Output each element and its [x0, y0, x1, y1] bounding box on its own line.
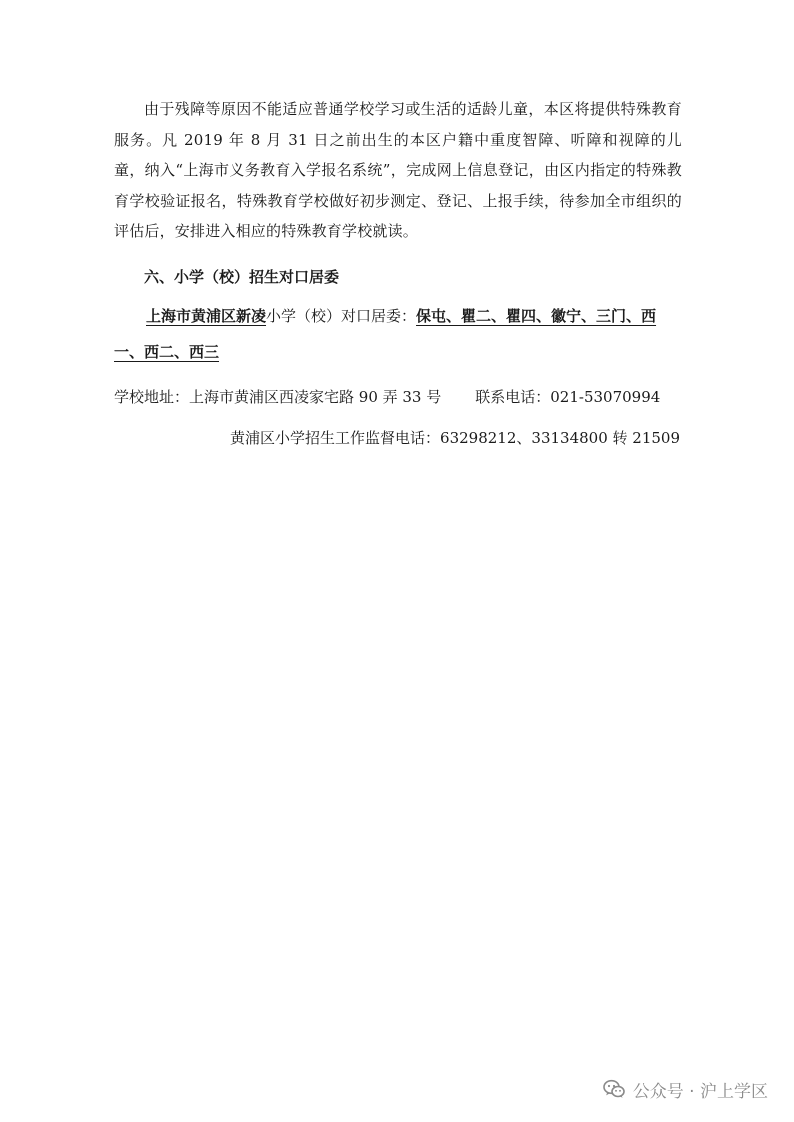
school-committee-mapping	[114, 298, 686, 370]
school-address: 学校地址：上海市黄浦区西凌家宅路 90 弄 33 号	[114, 388, 442, 406]
contact-phone: 联系电话：021-53070994	[475, 388, 661, 406]
section-heading: 六、小学（校）招生对口居委	[144, 268, 340, 286]
supervision-phone: 黄浦区小学招生工作监督电话：63298212、33134800 转 21509	[230, 429, 680, 447]
watermark-text: 公众号 · 沪上学区	[632, 1081, 768, 1102]
wechat-icon	[603, 1079, 625, 1099]
watermark	[603, 1075, 768, 1103]
special-education-paragraph: 由于残障等原因不能适应普通学校学习或生活的适龄儿童，本区将提供特殊教育服务。凡 2019 年 8 月 31 日之前出生的本区户籍中重度智障、听障和视障的儿童，纳入“上海市义务教育入学报名系统”，完成网上信息登记，由区内指定的特殊教育学校验证报名，特殊教育学校做好初步测定、登记、上报手续，待参加全市组织的评估后，安排进入相应的特殊教育学校就读。	[114, 100, 682, 240]
school-name: 上海市黄浦区新凌	[146, 307, 267, 325]
contact-line	[114, 384, 660, 410]
mapping-label: 小学（校）对口居委：	[266, 307, 417, 325]
committee-list: 保屯、瞿二、瞿四、徽宁、三门、西一、西二、西三	[114, 307, 657, 361]
